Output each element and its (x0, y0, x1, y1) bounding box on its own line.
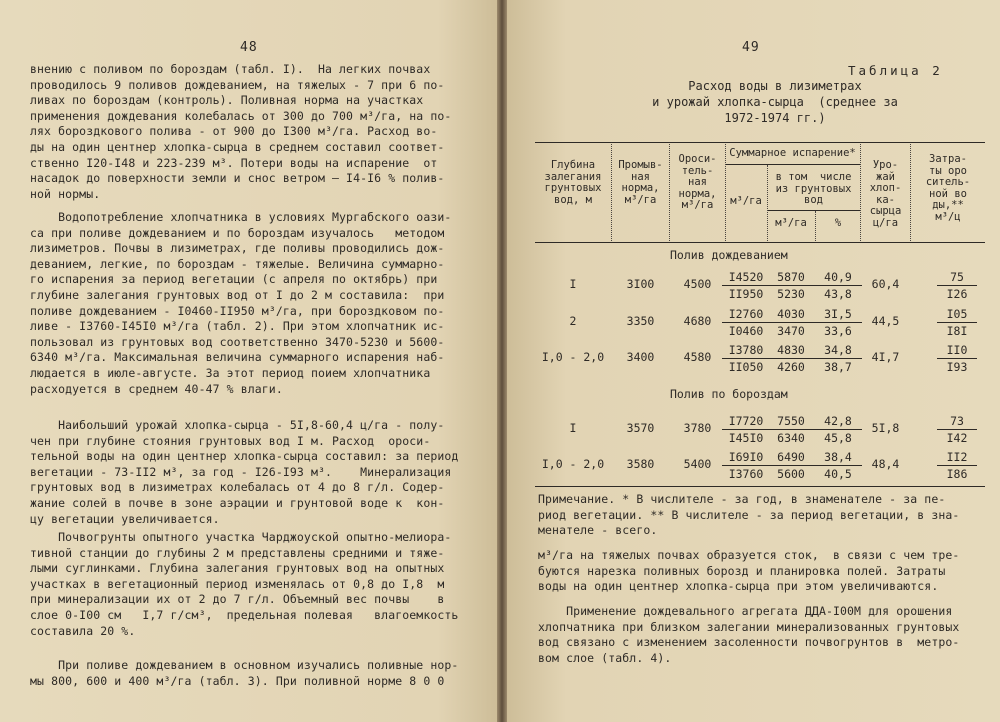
denominator: 5600 (777, 467, 805, 481)
cell-gw-m3 (767, 270, 815, 301)
cell-gw-pct (814, 414, 862, 445)
numerator: 6490 (767, 450, 815, 466)
numerator: II2 (937, 450, 977, 466)
header-flush-norm: Промыв- ная норма, м³/га (618, 159, 663, 206)
header-water-cost: Затра- ты оро ситель- ной во ды,** м³/ц (925, 153, 971, 223)
cell-total-evap (722, 270, 770, 301)
table-rule-sub (767, 210, 860, 211)
header-yield: Уро- жай хлоп- ка- сырца ц/га (869, 159, 902, 229)
cell-depth: I,0 - 2,0 (541, 350, 605, 364)
numerator: 38,4 (814, 450, 862, 466)
cell-yield: 4I,7 (871, 350, 900, 364)
cell-gw-m3 (767, 307, 815, 338)
denominator: 38,7 (824, 360, 852, 374)
cell-water-cost (937, 450, 977, 481)
book-spine (497, 0, 507, 722)
cell-yield: 5I,8 (871, 421, 900, 435)
cell-irrig: 3780 (683, 421, 712, 435)
cell-flush: 3I00 (626, 277, 655, 291)
paragraph: внению с поливом по бороздам (табл. I). На легких почвах проводилось 9 поливов дождеванием, на тяжелых - 7 при 6 по- ливах по бороздам (контроль). Поливная норма на участках применения дождевания колебалась от 300 до 700 м³/га, на по- лях бороздкового полива - от 900 до I300 м³/га. Расход во- ды на один центнер хлопка-сырца в среднем составил соответ- ственно I20-I48 и 223-239 м³. Потери воды на испарение от насадок до поверхности земли и снос ветром — I4-I6 % полив- ной нормы. (30, 62, 452, 201)
cell-gw-pct (814, 270, 862, 301)
denominator: I26 (946, 287, 968, 301)
numerator: 40,9 (814, 270, 862, 286)
denominator: 5230 (777, 287, 805, 301)
cell-gw-m3 (767, 343, 815, 374)
cell-irrig: 4580 (683, 350, 712, 364)
section-title: Полив по бороздам (670, 387, 788, 401)
numerator: 5870 (767, 270, 815, 286)
cell-water-cost (937, 270, 977, 301)
cell-total-evap (722, 307, 770, 338)
denominator: I0460 (728, 324, 764, 338)
denominator: 33,6 (824, 324, 852, 338)
numerator: I4520 (722, 270, 770, 286)
header-total-evaporation: Суммарное испарение* (729, 147, 856, 159)
paragraph: При поливе дождеванием в основном изучались поливные нор- мы 800, 600 и 400 м³/га (табл. 3). При поливной норме 8 0 0 (30, 658, 459, 688)
cell-depth: I,0 - 2,0 (541, 457, 605, 471)
table-note: Примечание. * В числителе - за год, в знаменателе - за пе- риод вегетации. ** В числителе - за период вегетации, в зна- менателе - всего. (538, 492, 960, 538)
cell-irrig: 5400 (683, 457, 712, 471)
table-rule-sub (725, 164, 860, 165)
denominator: I3760 (728, 467, 764, 481)
denominator: 6340 (777, 431, 805, 445)
cell-yield: 60,4 (871, 277, 900, 291)
denominator: I45I0 (728, 431, 764, 445)
cell-depth: 2 (569, 314, 577, 328)
page-number: 48 (240, 40, 258, 55)
paragraph: м³/га на тяжелых почвах образуется сток, в связи с чем тре- буются нарезка поливных борозд и планировка полей. Затраты воды на один центнер хлопка-сырца при этом увеличиваются. (538, 548, 960, 594)
denominator: II050 (728, 360, 764, 374)
denominator: I93 (946, 360, 968, 374)
numerator: I2760 (722, 307, 770, 323)
section-title: Полив дождеванием (670, 248, 788, 262)
cell-yield: 44,5 (871, 314, 900, 328)
denominator: II950 (728, 287, 764, 301)
denominator: 45,8 (824, 431, 852, 445)
paragraph: Применение дождевального агрегата ДДА-I00М для орошения хлопчатника при близком залегании минерализованных грунтовых вод связано с изменением засоленности почвогрунтов в метро- вом слое (табл. 4). (538, 604, 960, 665)
table-rule-bottom (535, 486, 985, 487)
numerator: 75 (937, 270, 977, 286)
data-table (535, 142, 985, 487)
table-label: Таблица 2 (848, 63, 943, 78)
cell-total-evap (722, 450, 770, 481)
denominator: I42 (946, 431, 968, 445)
cell-flush: 3350 (626, 314, 655, 328)
cell-water-cost (937, 307, 977, 338)
denominator: 3470 (777, 324, 805, 338)
cell-irrig: 4500 (683, 277, 712, 291)
table-title: Расход воды в лизиметрах и урожай хлопка-сырца (среднее за 1972-1974 гг.) (652, 79, 898, 125)
cell-depth: I (569, 277, 577, 291)
cell-gw-m3 (767, 414, 815, 445)
left-page (0, 0, 497, 722)
cell-water-cost (937, 414, 977, 445)
paragraph: Водопотребление хлопчатника в условиях Мургабского оази- са при поливе дождеванием и по бороздам изучалось методом лизиметров. Почвы в лизиметрах, где поливы проводились дож- деванием, легкие, по бороздам - тяжелые. Величина суммарно- го испарения за период вегетации (с апреля по октябрь) при глубине залегания грунтовых вод от I до 2 м составила: при поливе дождеванием - I0460-II950 м³/га, при бороздковом по- ливе - I3760-I45I0 м³/га (табл. 2). При этом хлопчатник ис- пользовал из грунтовых вод соответственно 3470-5230 и 5600- 6340 м³/га. Максимальная величина суммарного испарения наб- людается в июле-августе. За этот период поием хлопчатника расходуется в среднем 40-47 % влаги. (30, 210, 452, 396)
numerator: II0 (937, 343, 977, 359)
cell-yield: 48,4 (871, 457, 900, 471)
denominator: I86 (946, 467, 968, 481)
numerator: I69I0 (722, 450, 770, 466)
table-rule-header-bottom (535, 242, 985, 243)
numerator: 34,8 (814, 343, 862, 359)
cell-water-cost (937, 343, 977, 374)
numerator: 3I,5 (814, 307, 862, 323)
table-rule-top (535, 142, 985, 143)
numerator: I3780 (722, 343, 770, 359)
cell-irrig: 4680 (683, 314, 712, 328)
numerator: 4030 (767, 307, 815, 323)
numerator: I05 (937, 307, 977, 323)
cell-gw-m3 (767, 450, 815, 481)
denominator: 43,8 (824, 287, 852, 301)
header-total-m3: м³/га (730, 195, 762, 207)
denominator: I8I (946, 324, 968, 338)
numerator: 4830 (767, 343, 815, 359)
header-gw-percent: % (834, 217, 842, 229)
header-irrigation-norm: Ороси- тель- ная норма, м³/га (678, 153, 717, 211)
page-number: 49 (742, 40, 760, 55)
cell-flush: 3400 (626, 350, 655, 364)
denominator: 4260 (777, 360, 805, 374)
cell-gw-pct (814, 450, 862, 481)
cell-total-evap (722, 343, 770, 374)
numerator: 73 (937, 414, 977, 430)
cell-flush: 3570 (626, 421, 655, 435)
header-including-gw: в том числе из грунтовых вод (775, 171, 852, 206)
cell-flush: 3580 (626, 457, 655, 471)
paragraph: Наибольший урожай хлопка-сырца - 5I,8-60,4 ц/га - полу- чен при глубине стояния грунтовых вод I м. Расход ороси- тельной воды на один центнер хлопка-сырца составил: за период вегетации - 73-II2 м³, за год - I26-I93 м³. Минерализация грунтовых вод в лизиметрах колебалась от 4 до 8 г/л. Содер- жание солей в почве в зоне аэрации и грунтовой воде к кон- цу вегетации увеличивается. (30, 418, 459, 526)
numerator: 42,8 (814, 414, 862, 430)
header-gw-m3: м³/га (775, 217, 807, 229)
cell-total-evap (722, 414, 770, 445)
cell-gw-pct (814, 307, 862, 338)
cell-gw-pct (814, 343, 862, 374)
numerator: 7550 (767, 414, 815, 430)
cell-depth: I (569, 421, 577, 435)
denominator: 40,5 (824, 467, 852, 481)
numerator: I7720 (722, 414, 770, 430)
paragraph: Почвогрунты опытного участка Чарджоуской опытно-мелиора- тивной станции до глубины 2 м представлены средними и тяже- лыми суглинками. Глубина залегания грунтовых вод на опытных участках в вегетационный период изменялась от 0,8 до I,8 м при минерализации их от 2 до 7 г/л. Объемный вес почвы в слое 0-I00 см I,7 г/см³, предельная полевая влагоемкость составила 20 %. (30, 530, 459, 638)
header-depth: Глубина залегания грунтовых вод, м (544, 159, 602, 206)
